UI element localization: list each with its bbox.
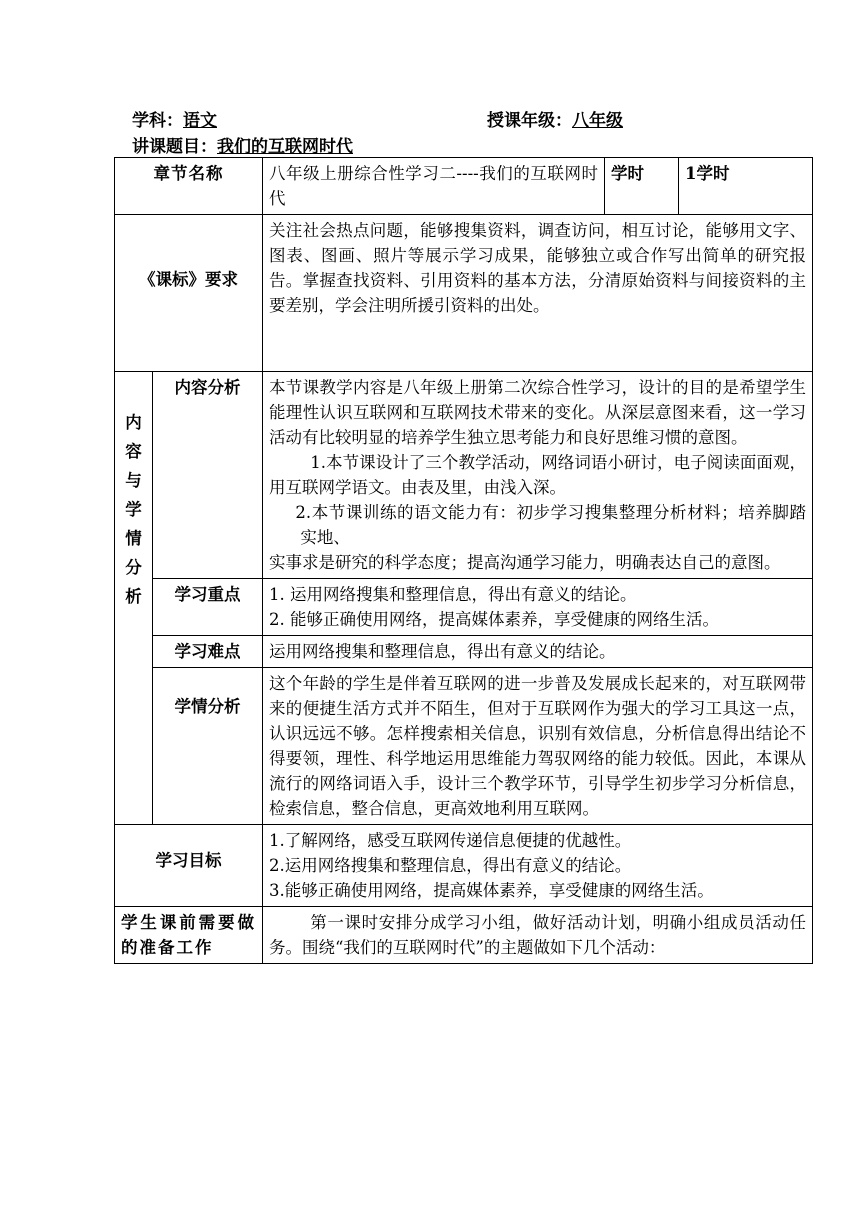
standard-text: 关注社会热点问题，能够搜集资料，调查访问，相互讨论，能够用文字、图表、图画、照片等展示学习成果，能够独立或合作写出简单的研究报告。掌握查找资料、引用资料的基本方法，分清原始资料与间接资料的主要差别，学会注明所援引资料的出处。 <box>263 215 813 372</box>
subject-line <box>132 106 217 131</box>
objective-3: 3.能够正确使用网络，提高媒体素养，享受健康的网络生活。 <box>269 881 714 900</box>
chapter-row <box>115 158 813 215</box>
content-para-4: 实事求是研究的科学态度；提高沟通学习能力，明确表达自己的意图。 <box>269 553 781 572</box>
chapter-value: 八年级上册综合性学习二----我们的互联网时代 <box>263 158 605 215</box>
topic-label: 讲课题目： <box>132 137 217 157</box>
objective-2: 2.运用网络搜集和整理信息，得出有意义的结论。 <box>269 856 632 875</box>
standard-row <box>115 215 813 372</box>
content-analysis-label: 内容分析 <box>153 372 263 579</box>
preparation-text: 第一课时安排分成学习小组，做好活动计划，明确小组成员活动任务。围绕“我们的互联网时代”的主题做如下几个活动： <box>263 907 813 964</box>
group-char: 析 <box>125 587 142 606</box>
grade-line <box>487 106 623 131</box>
group-char: 容 <box>125 442 142 461</box>
key-point-1: 1. 运用网络搜集和整理信息，得出有意义的结论。 <box>269 585 637 604</box>
objectives-row <box>115 825 813 907</box>
hours-value: 1学时 <box>679 158 813 215</box>
subject-label: 学科： <box>132 111 183 131</box>
content-analysis-text <box>263 372 813 579</box>
topic-value: 我们的互联网时代 <box>217 137 353 157</box>
content-para-2: 1.本节课设计了三个教学活动，网络词语小研讨，电子阅读面面观，用互联网学语文。由表及里，由浅入深。 <box>269 453 806 497</box>
subject-value: 语文 <box>183 111 217 131</box>
content-analysis-row <box>115 372 813 579</box>
objectives-text <box>263 825 813 907</box>
lesson-plan-table <box>114 157 813 964</box>
topic-line <box>132 132 353 157</box>
content-para-1: 本节课教学内容是八年级上册第二次综合性学习，设计的目的是希望学生能理性认识互联网和互联网技术带来的变化。从深层意图来看，这一学习活动有比较明显的培养学生独立思考能力和良好思维习惯的意图。 <box>269 378 806 447</box>
group-char: 学 <box>125 500 142 519</box>
content-para-3: 2.本节课训练的语文能力有：初步学习搜集整理分析材料；培养脚踏实地、 <box>295 503 806 547</box>
group-char: 分 <box>125 558 142 577</box>
difficulties-label: 学习难点 <box>153 636 263 668</box>
students-text: 这个年龄的学生是伴着互联网的进一步普及发展成长起来的，对互联网带来的便捷生活方式并不陌生，但对于互联网作为强大的学习工具这一点，认识远远不够。怎样搜索相关信息，识别有效信息，分析信息得出结论不得要领，理性、科学地运用思维能力驾驭网络的能力较低。因此，本课从流行的网络词语入手，设计三个教学环节，引导学生初步学习分析信息，检索信息，整合信息，更高效地利用互联网。 <box>263 668 813 825</box>
preparation-row <box>115 907 813 964</box>
hours-label: 学时 <box>605 158 679 215</box>
students-label: 学情分析 <box>153 668 263 825</box>
objectives-label: 学习目标 <box>115 825 263 907</box>
objective-1: 1.了解网络，感受互联网传递信息便捷的优越性。 <box>269 831 632 850</box>
key-points-text <box>263 579 813 636</box>
difficulties-text: 运用网络搜集和整理信息，得出有意义的结论。 <box>263 636 813 668</box>
students-row <box>115 668 813 825</box>
grade-value: 八年级 <box>572 111 623 131</box>
grade-label: 授课年级： <box>487 111 572 131</box>
group-char: 内 <box>125 413 142 432</box>
analysis-group-label <box>115 372 153 825</box>
key-point-2: 2. 能够正确使用网络，提高媒体素养，享受健康的网络生活。 <box>269 610 719 629</box>
key-points-label: 学习重点 <box>153 579 263 636</box>
key-points-row <box>115 579 813 636</box>
difficulties-row <box>115 636 813 668</box>
standard-label: 《课标》要求 <box>115 215 263 372</box>
group-char: 与 <box>125 471 142 490</box>
preparation-label: 学生课前需要做的准备工作 <box>115 907 263 964</box>
group-char: 情 <box>125 529 142 548</box>
chapter-label: 章节名称 <box>115 158 263 215</box>
